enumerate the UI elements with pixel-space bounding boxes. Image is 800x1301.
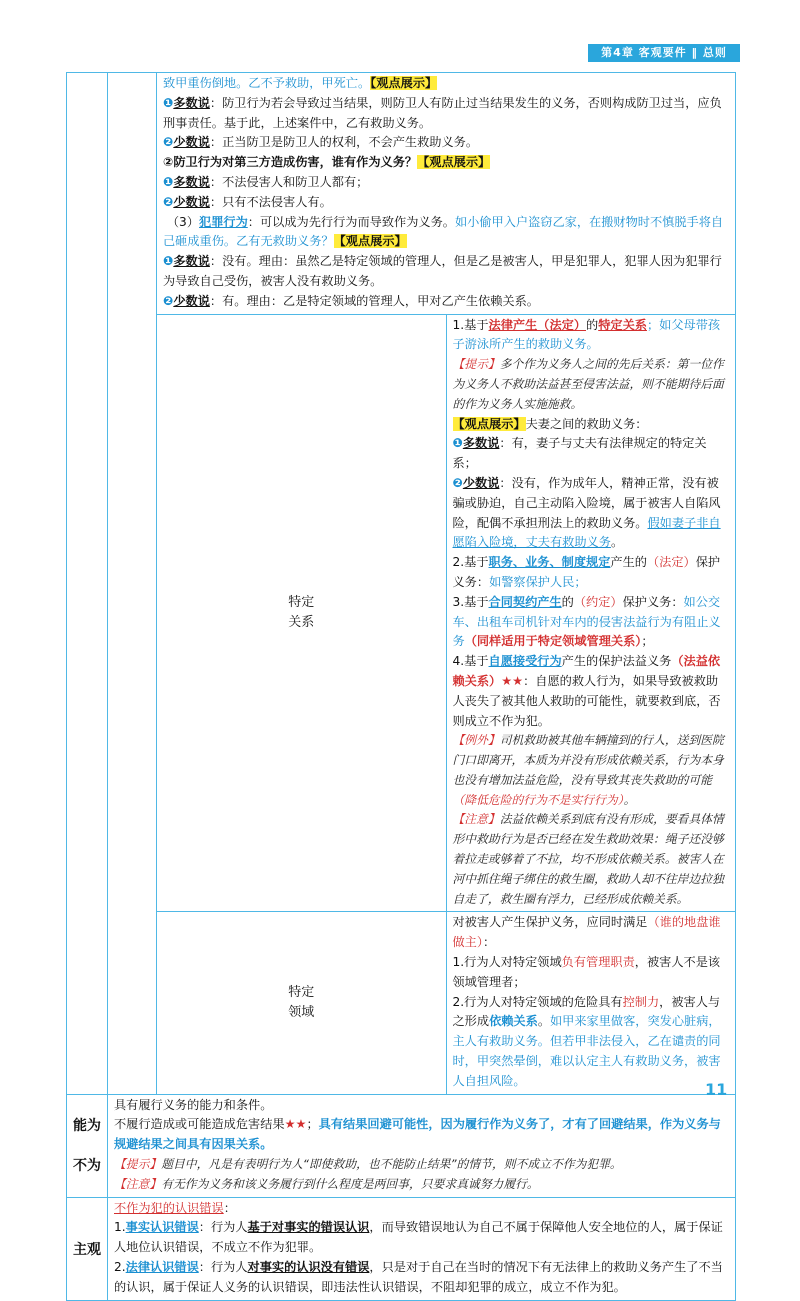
special-domain-label: 特定领域 [157, 912, 447, 1094]
table-row [67, 314, 736, 912]
table-row [67, 73, 736, 315]
table-row [67, 1094, 736, 1197]
chapter-header: 第4章 客观要件 ‖ 总则 [588, 44, 740, 62]
top-content-cell: 致甲重伤倒地。乙不予救助，甲死亡。【观点展示】 ❶多数说：防卫行为若会导致过当结果，则防卫人有防止过当结果发生的义务，否则构成防卫过当，应负刑事责任。基于此，上述案件中，乙有救助义务。 ❷少数说：正当防卫是防卫人的权利，不会产生救助义务。 ②防卫行为对第三方造成伤害，谁有作为义务？【观点展示】 ❶多数说：不法侵害人和防卫人都有； ❷少数说：只有不法侵害人有。 （3）犯罪行为：可以成为先行行为而导致作为义务。如小偷甲入户盗窃乙家，在搬财物时不慎脱手将自己砸成重伤。乙有无救助义务？【观点展示】 ❶多数说：没有。理由：虽然乙是特定领域的管理人，但是乙是被害人，甲是犯罪人，犯罪人因为犯罪行为导致自己受伤，被害人没有救助义务。 ❷少数说：有。理由：乙是特定领域的管理人，甲对乙产生依赖关系。 [157, 73, 736, 315]
content-table [66, 72, 736, 1301]
special-domain-content: 对被害人产生保护义务，应同时满足（谁的地盘谁做主）： 1.行为人对特定领域负有管理职责，被害人不是该领域管理者； 2.行为人对特定领域的危险具有控制力，被害人与之形成依赖关系。如甲来家里做客，突发心脏病，主人有救助义务。但若甲非法侵入，乙在谴责的同时，甲突然晕倒，难以认定主人有救助义务，被害人自担风险。 [446, 912, 736, 1094]
ability-content: 具有履行义务的能力和条件。 不履行造成或可能造成危害结果★★；具有结果回避可能性，因为履行作为义务了，才有了回避结果，作为义务与规避结果之间具有因果关系。 【提示】题目中，凡是有表明行为人“即使救助，也不能防止结果”的情节，则不成立不作为犯罪。 【注意】有无作为义务和该义务履行到什么程度是两回事，只要求真诚努力履行。 [108, 1094, 736, 1197]
special-relation-label: 特定关系 [157, 314, 447, 912]
special-relation-content: 1.基于法律产生（法定）的特定关系；如父母带孩子游泳所产生的救助义务。 【提示】多个作为义务人之间的先后关系：第一位作为义务人不救助法益甚至侵害法益，则不能期待后面的作为义务人实施施救。 【观点展示】夫妻之间的救助义务： ❶多数说：有，妻子与丈夫有法律规定的特定关系； ❷少数说：没有，作为成年人，精神正常，没有被骗或胁迫，自己主动陷入险境，属于被害人自陷风险，配偶不承担刑法上的救助义务。假如妻子非自愿陷入险境，丈夫有救助义务。 2.基于职务、业务、制度规定产生的（法定）保护义务：如警察保护人民； 3.基于合同契约产生的（约定）保护义务：如公交车、出租车司机针对车内的侵害法益行为有阻止义务（同样适用于特定领域管理关系）； 4.基于自愿接受行为产生的保护法益义务（法益依赖关系）★★：自愿的救人行为，如果导致被救助人丧失了被其他人救助的可能性，就要救到底，否则成立不作为犯。 【例外】司机救助被其他车辆撞到的行人，送到医院门口即离开，本质为并没有形成依赖关系，行为本身也没有增加法益危险，没有导致其丧失救助的可能（降低危险的行为不是实行行为）。 【注意】法益依赖关系到底有没有形成，要看具体情形中救助行为是否已经在发生救助效果：绳子还没够着拉走或够着了不拉，均不形成依赖关系。被害人在河中抓住绳子绑住的救生圈，救助人却不往岸边拉独自走了，救生圈有浮力，已经形成依赖关系。 [446, 314, 736, 912]
page-number: 11 [705, 1080, 728, 1099]
table-row [67, 912, 736, 1094]
subjective-label: 主观 [67, 1197, 108, 1300]
subjective-content: 不作为犯的认识错误： 1.事实认识错误：行为人基于对事实的错误认识，而导致错误地认为自己不属于保障他人安全地位的人，属于保证人地位认识错误，不成立不作为犯罪。 2.法律认识错误：行为人对事实的认识没有错误，只是对于自己在当时的情况下有无法律上的救助义务产生了不当的认识，属于保证人义务的认识错误，即违法性认识错误，不阻却犯罪的成立，成立不作为犯。 [108, 1197, 736, 1300]
ability-label: 能为 不为 [67, 1094, 108, 1197]
table-row [67, 1197, 736, 1300]
ability-left-cell [67, 73, 108, 1095]
sub-left-cell [108, 73, 157, 1095]
